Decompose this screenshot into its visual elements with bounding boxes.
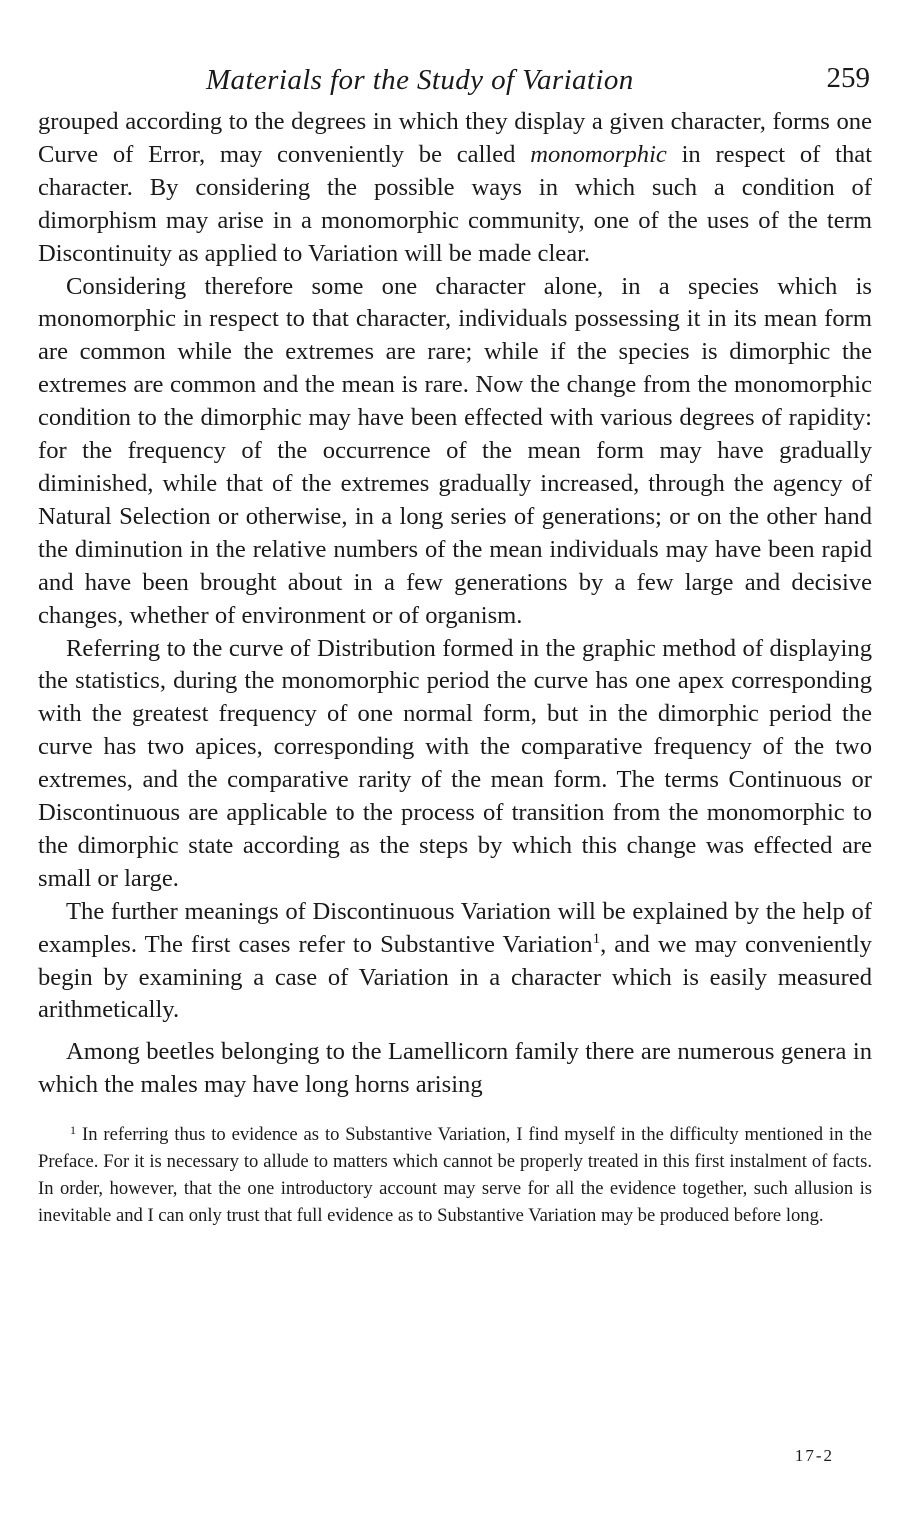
footnote-marker: 1 (70, 1123, 76, 1138)
page (38, 58, 872, 1229)
footnote-text: In referring thus to evidence as to Substantive Variation, I find myself in the difficulty mentioned in the Preface. For it is necessary to allude to matters which cannot be properly treated in this first instalment of facts. In order, however, that the one introductory account may serve for all the evidence together, such allusion is inevitable and I can only trust that full evidence as to Substantive Variation may be produced before long. (38, 1124, 872, 1226)
paragraph-2: Considering therefore some one character alone, in a species which is monomorphic in respect to that character, individuals possessing it in its mean form are common while the extremes are rare; while if the species is dimorphic the extremes are common and the mean is rare. Now the change from the monomorphic condition to the dimorphic may have been effected with various degrees of rapidity: for the frequency of the occurrence of the mean form may have gradually diminished, while that of the extremes gradually increased, through the agency of Natural Selection or otherwise, in a long series of generations; or on the other hand the diminution in the relative numbers of the mean individuals may have been rapid and have been brought about in a few generations by a few large and decisive changes, whether of environment or of organism. (38, 272, 872, 629)
paragraph-1-text-start: grouped according to the degrees in which they display a given character, forms one Curve of Error, may conveniently be called (38, 108, 872, 168)
page-header (38, 58, 872, 106)
paragraph-1 (38, 106, 872, 271)
body-text (38, 106, 872, 1102)
footnote-reference: 1 (592, 930, 601, 947)
footnotes (38, 1122, 872, 1229)
emphasized-term: monomorphic (530, 140, 667, 168)
paragraph-4 (38, 896, 872, 1028)
paragraph-4-text-start: The further meanings of Discontinuous Variation will be explained by the help of examples. The first cases refer to Substantive Variation (38, 897, 872, 958)
paragraph-5: Among beetles belonging to the Lamellicorn family there are numerous genera in which the males may have long horns arising (38, 1038, 872, 1099)
footnote-1 (38, 1122, 872, 1229)
running-title: Materials for the Study of Variation (206, 64, 634, 96)
signature-mark: 17-2 (794, 1446, 834, 1465)
paragraph-3: Referring to the curve of Distribution formed in the graphic method of displaying the statistics, during the monomorphic period the curve has one apex corresponding with the greatest frequency of one normal form, but in the dimorphic period the curve has two apices, corresponding with the comparative frequency of the two extremes, and the comparative rarity of the mean form. The terms Continuous or Discontinuous are applicable to the process of transition from the monomorphic to the dimorphic state according as the steps by which this change was effected are small or large. (38, 634, 872, 892)
paragraph-1-text-end: in respect of that character. By considering the possible ways in which such a condition of dimorphism may arise in a monomorphic community, one of the uses of the term Discontinuity as applied to Variation will be made clear. (38, 140, 872, 267)
paragraph-4-text-end: , and we may conveniently begin by examining a case of Variation in a character which is easily measured arithmetically. (38, 930, 872, 1024)
page-number: 259 (826, 62, 870, 94)
